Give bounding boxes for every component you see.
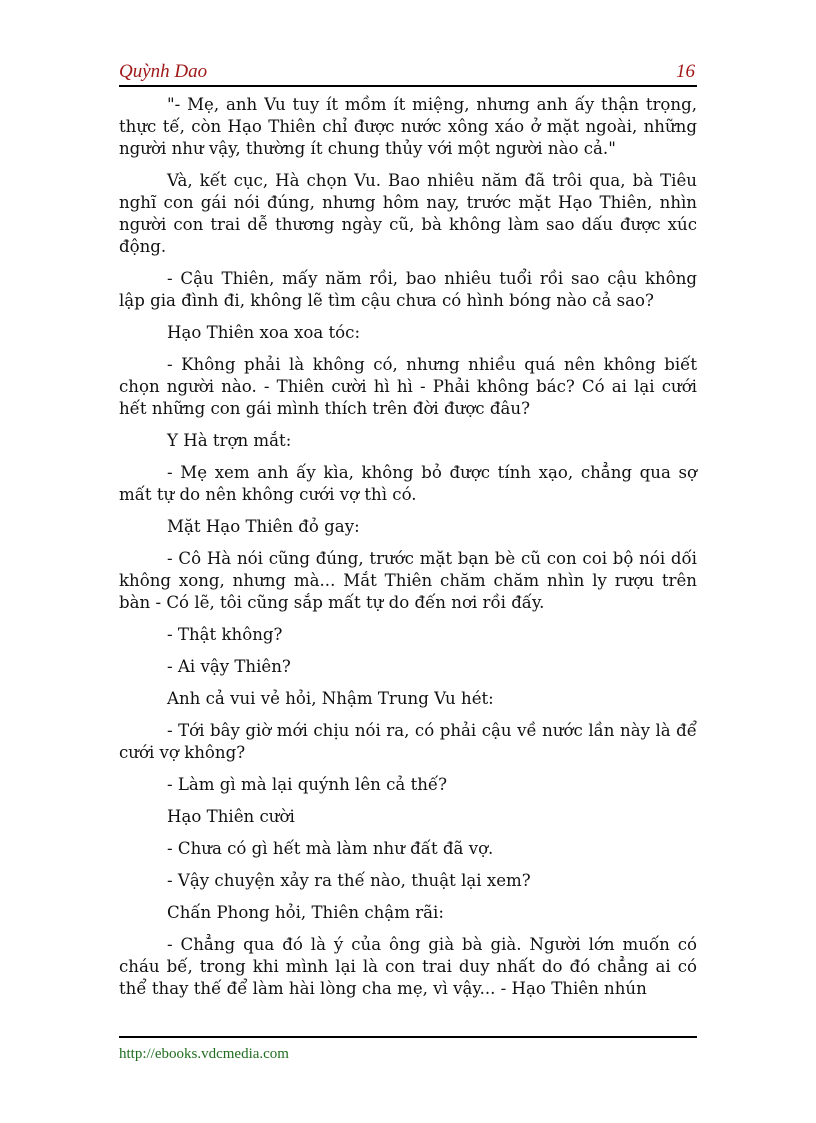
header-author: Quỳnh Dao — [119, 61, 208, 82]
paragraph: Hạo Thiên cười — [167, 807, 295, 826]
footer-divider — [119, 1036, 697, 1038]
paragraph: Anh cả vui vẻ hỏi, Nhậm Trung Vu hét: — [167, 689, 494, 708]
paragraph: Y Hà trợn mắt: — [167, 431, 292, 450]
paragraph: "- Mẹ, anh Vu tuy ít mồm ít miệng, nhưng anh ấy thận trọng, thực tế, còn Hạo Thiên chỉ được nước xông xáo ở mặt ngoài, những người như vậy, thường ít chung thủy với một người nào cả." — [119, 95, 697, 158]
paragraph: - Thật không? — [167, 625, 283, 644]
paragraph: - Ai vậy Thiên? — [167, 657, 291, 676]
paragraph: Chấn Phong hỏi, Thiên chậm rãi: — [167, 903, 444, 922]
paragraph: - Không phải là không có, nhưng nhiều quá nên không biết chọn người nào. - Thiên cười hì hì - Phải không bác? Có ai lại cưới hết những con gái mình thích trên đời được đâu? — [119, 355, 697, 418]
paragraph: - Làm gì mà lại quýnh lên cả thế? — [167, 775, 448, 794]
paragraph: - Tới bây giờ mới chịu nói ra, có phải cậu về nước lần này là để cưới vợ không? — [119, 721, 697, 762]
header-page-number: 16 — [676, 61, 695, 82]
paragraph: - Chưa có gì hết mà làm như đất đã vợ. — [167, 839, 494, 858]
paragraph: Hạo Thiên xoa xoa tóc: — [167, 323, 361, 342]
paragraph: - Vậy chuyện xảy ra thế nào, thuật lại xem? — [167, 871, 531, 890]
page-header — [119, 60, 697, 84]
paragraph: - Cô Hà nói cũng đúng, trước mặt bạn bè cũ con coi bộ nói dối không xong, nhưng mà... Mắt Thiên chăm chăm nhìn ly rượu trên bàn - Có lẽ, tôi cũng sắp mất tự do đến nơi rồi đấy. — [119, 549, 697, 612]
paragraph: Và, kết cục, Hà chọn Vu. Bao nhiêu năm đã trôi qua, bà Tiêu nghĩ con gái nói đúng, nhưng hôm nay, trước mặt Hạo Thiên, nhìn người con trai dễ thương ngày cũ, bà không làm sao dấu được xúc động. — [119, 171, 697, 256]
paragraph: Mặt Hạo Thiên đỏ gay: — [167, 517, 360, 536]
body-text — [119, 94, 697, 1010]
footer-url-link[interactable]: http://ebooks.vdcmedia.com — [119, 1046, 289, 1062]
paragraph: - Chẳng qua đó là ý của ông già bà già. Người lớn muốn có cháu bế, trong khi mình lại là con trai duy nhất do đó chẳng ai có thể thay thế để làm hài lòng cha mẹ, vì vậy... - Hạo Thiên nhún — [119, 935, 697, 998]
header-divider — [119, 85, 697, 87]
paragraph: - Cậu Thiên, mấy năm rồi, bao nhiêu tuổi rồi sao cậu không lập gia đình đi, không lẽ tìm cậu chưa có hình bóng nào cả sao? — [119, 269, 697, 310]
paragraph: - Mẹ xem anh ấy kìa, không bỏ được tính xạo, chẳng qua sợ mất tự do nên không cưới vợ thì có. — [119, 463, 697, 504]
